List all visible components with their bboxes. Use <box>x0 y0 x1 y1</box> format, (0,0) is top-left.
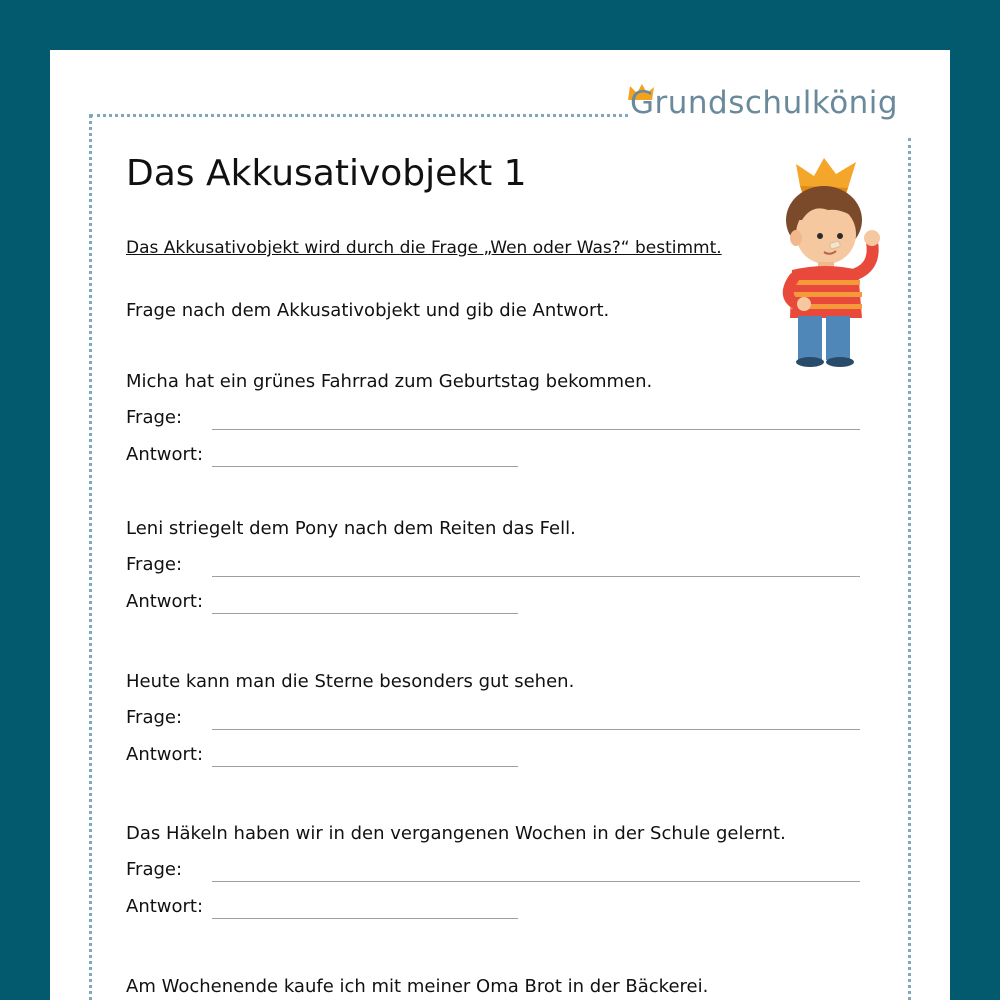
answer-label: Antwort: <box>126 591 204 612</box>
dotted-border-top <box>90 114 628 117</box>
question-answer-line[interactable] <box>212 429 860 430</box>
task-instruction: Frage nach dem Akkusativobjekt und gib die Antwort. <box>126 300 610 321</box>
answer-label: Antwort: <box>126 896 204 917</box>
question-answer-line[interactable] <box>212 729 860 730</box>
question-label: Frage: <box>126 707 183 728</box>
exercise-sentence: Heute kann man die Sterne besonders gut sehen. <box>126 671 575 692</box>
question-label: Frage: <box>126 859 183 880</box>
worksheet <box>50 50 950 1000</box>
exercise-sentence: Micha hat ein grünes Fahrrad zum Geburtstag bekommen. <box>126 371 653 392</box>
question-label: Frage: <box>126 554 183 575</box>
question-label: Frage: <box>126 407 183 428</box>
exercise-sentence: Das Häkeln haben wir in den vergangenen Wochen in der Schule gelernt. <box>126 823 786 844</box>
boy-with-crown-illustration <box>772 158 922 368</box>
exercise-sentence: Leni striegelt dem Pony nach dem Reiten das Fell. <box>126 518 576 539</box>
exercise-sentence: Am Wochenende kaufe ich mit meiner Oma Brot in der Bäckerei. <box>126 976 709 997</box>
answer-line[interactable] <box>212 766 518 767</box>
answer-line[interactable] <box>212 613 518 614</box>
brand-logo[interactable]: Grundschulkönig <box>630 85 899 121</box>
grammar-rule: Das Akkusativobjekt wird durch die Frage „Wen oder Was?“ bestimmt. <box>126 238 722 258</box>
question-answer-line[interactable] <box>212 576 860 577</box>
answer-label: Antwort: <box>126 744 204 765</box>
dotted-border-left <box>89 114 92 1000</box>
answer-line[interactable] <box>212 466 518 467</box>
answer-label: Antwort: <box>126 444 204 465</box>
question-answer-line[interactable] <box>212 881 860 882</box>
answer-line[interactable] <box>212 918 518 919</box>
page-title: Das Akkusativobjekt 1 <box>126 153 527 194</box>
